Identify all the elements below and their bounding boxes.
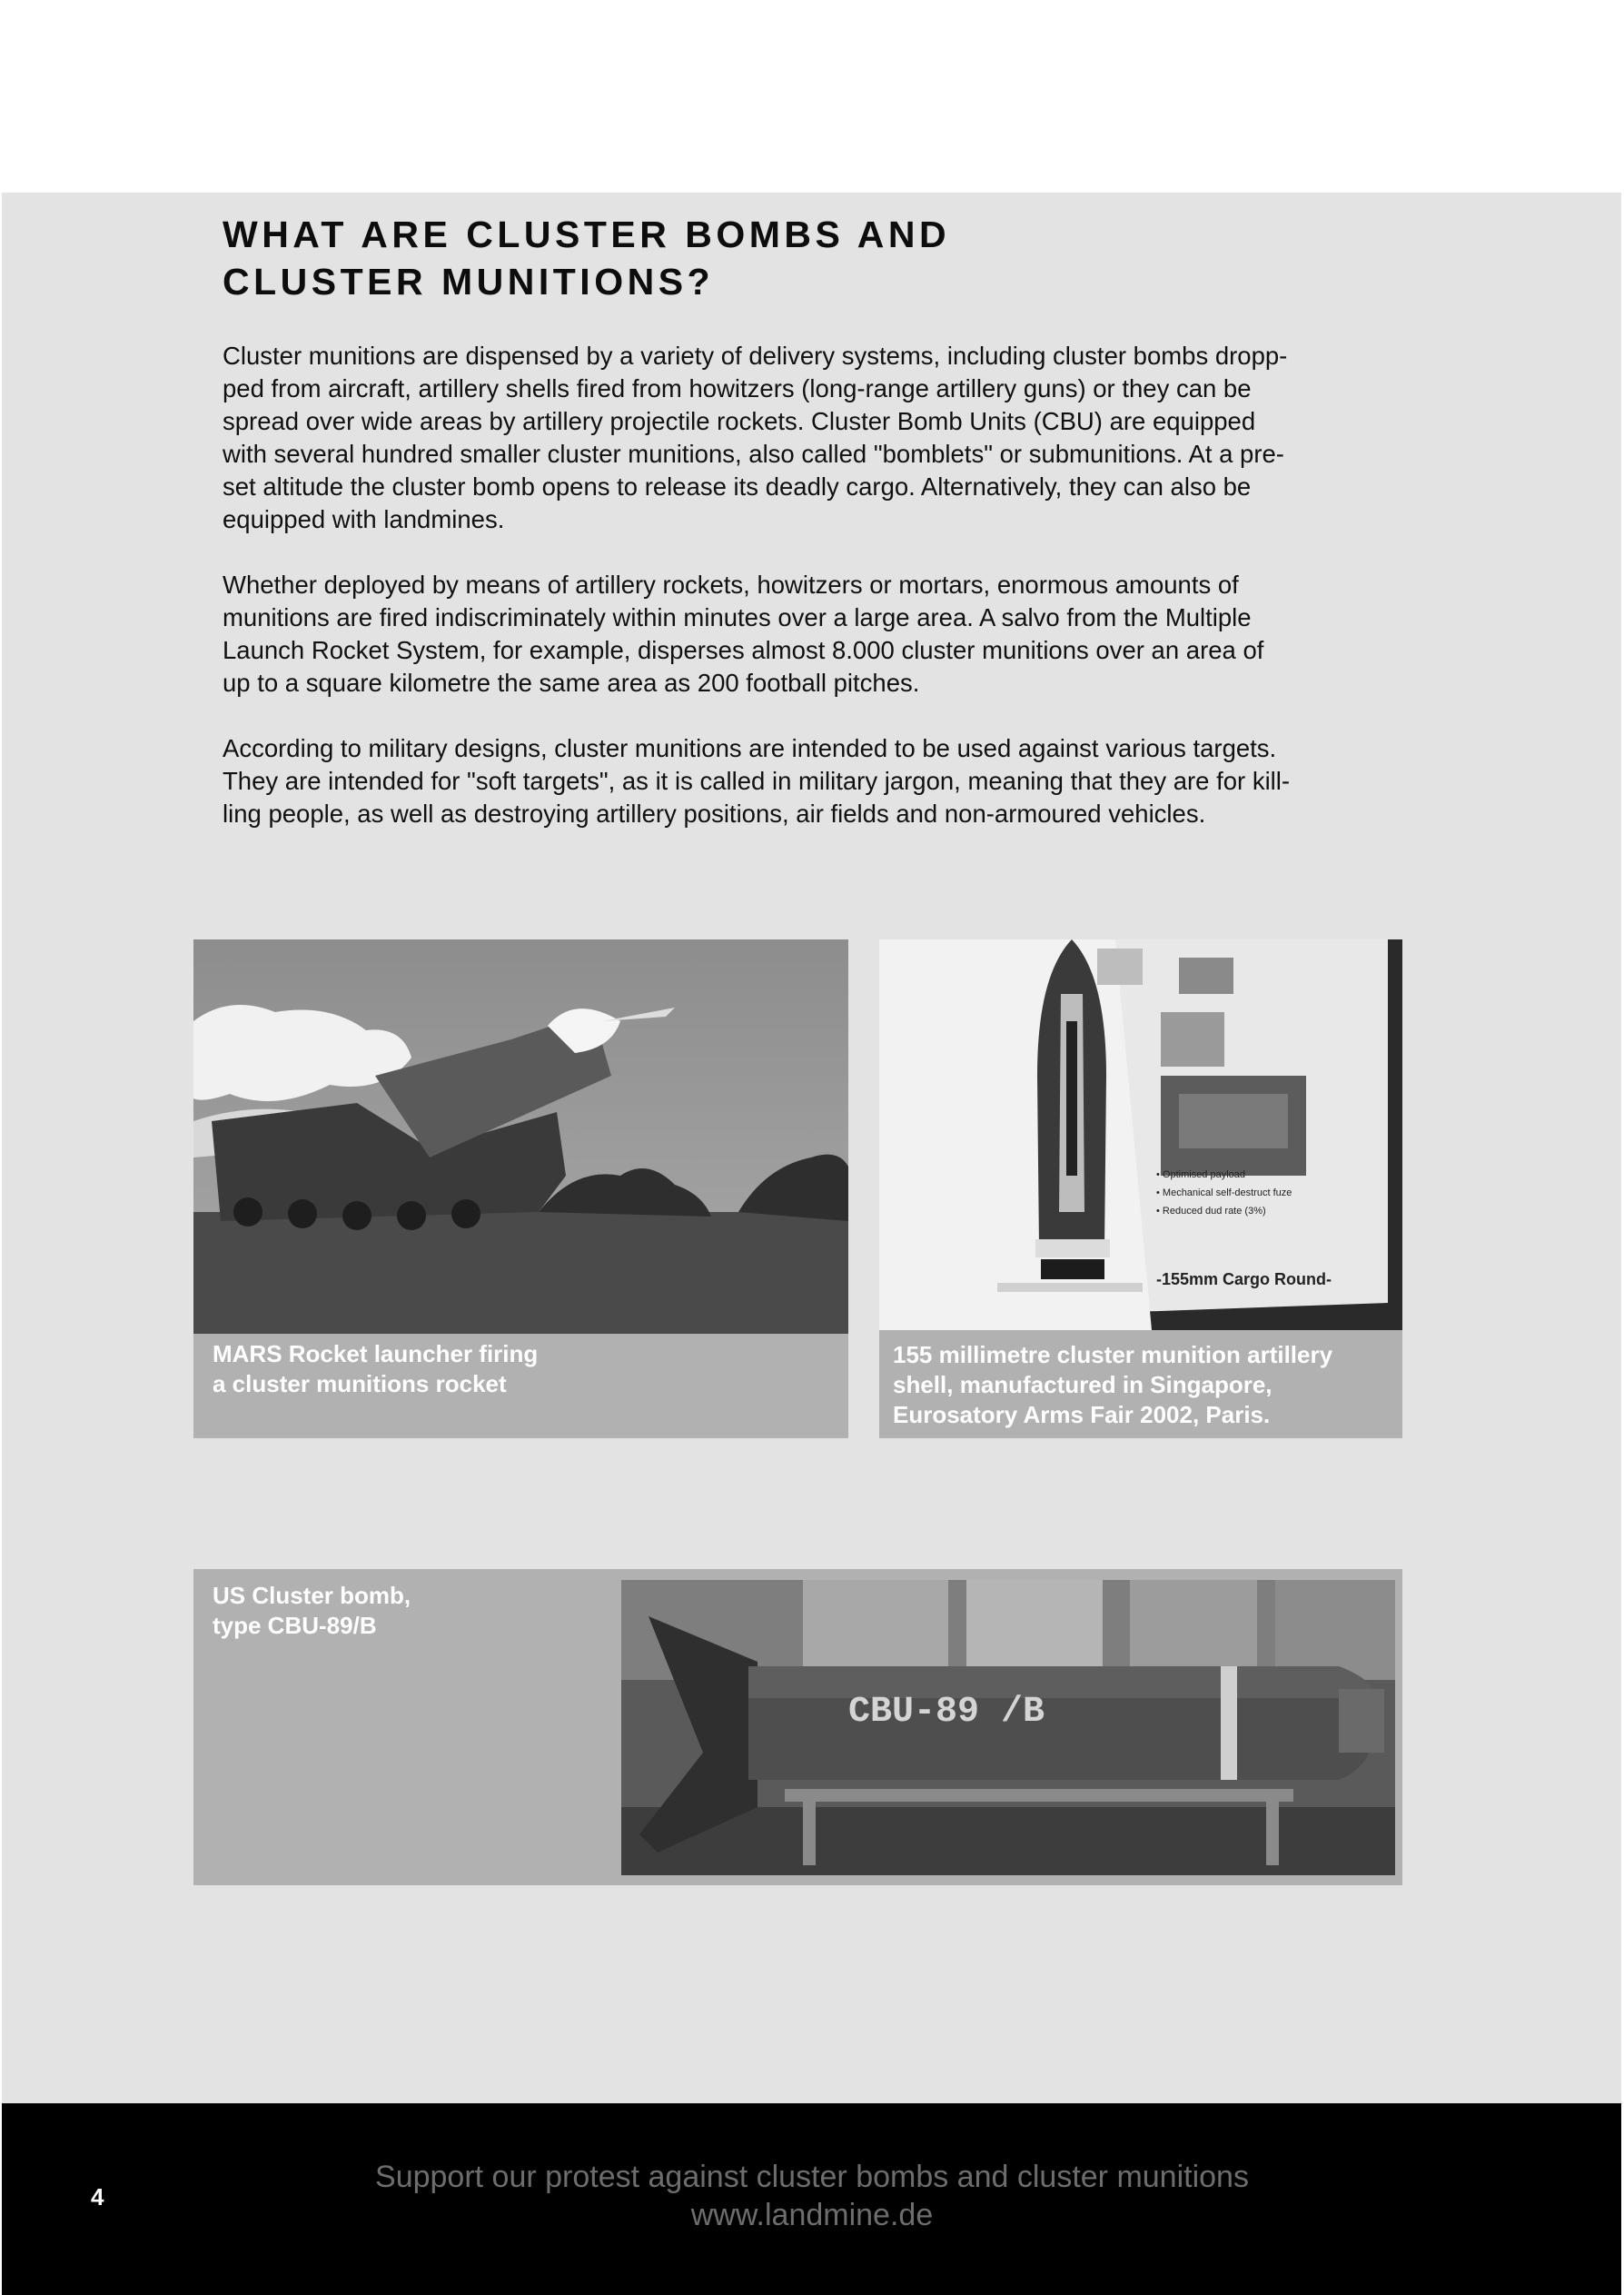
text-line: According to military designs, cluster munitions are intended to be used against various targets. — [223, 734, 1277, 762]
photo-label: -155mm Cargo Round- — [1156, 1270, 1332, 1288]
text-line: with several hundred smaller cluster munitions, also called "bomblets" or submunitions. At a pre- — [223, 440, 1284, 468]
text-line: Whether deployed by means of artillery rockets, howitzers or mortars, enormous amounts of — [223, 571, 1239, 599]
page-heading — [223, 211, 1131, 305]
figure-rocket-launcher — [193, 939, 848, 1438]
figure-caption — [893, 1340, 1332, 1430]
figure-caption — [213, 1581, 411, 1641]
text-line: Cluster munitions are dispensed by a variety of delivery systems, including cluster bombs dropp- — [223, 342, 1288, 370]
heading-line-2: CLUSTER MUNITIONS? — [223, 261, 715, 303]
figure-artillery-shell — [879, 939, 1402, 1438]
photo-bullet: • Optimised payload — [1156, 1169, 1246, 1180]
caption-line: 155 millimetre cluster munition artillery — [893, 1341, 1333, 1368]
footer-message — [0, 2158, 1624, 2234]
caption-line: type CBU-89/B — [213, 1612, 377, 1639]
text-line: Launch Rocket System, for example, disperses almost 8.000 cluster munitions over an area of — [223, 636, 1264, 664]
text-line: set altitude the cluster bomb opens to release its deadly cargo. Alternatively, they can also be — [223, 472, 1252, 501]
text-line: ling people, as well as destroying artillery positions, air fields and non-armoured vehicles. — [223, 800, 1206, 828]
paragraph-delivery-systems — [223, 340, 1403, 536]
caption-line: MARS Rocket launcher firing — [213, 1340, 539, 1367]
photo-bullet: • Reduced dud rate (3%) — [1156, 1206, 1266, 1217]
caption-line: shell, manufactured in Singapore, — [893, 1371, 1272, 1398]
text-line: ped from aircraft, artillery shells fired from howitzers (long-range artillery guns) or they can be — [223, 374, 1252, 402]
caption-line: a cluster munitions rocket — [213, 1370, 507, 1397]
paragraph-targets — [223, 732, 1403, 830]
text-line: equipped with landmines. — [223, 505, 505, 533]
caption-line: US Cluster bomb, — [213, 1582, 411, 1609]
paragraph-deployment — [223, 569, 1403, 700]
text-line: up to a square kilometre the same area as 200 football pitches. — [223, 669, 920, 697]
bomb-stencil: CBU-89 /B — [848, 1692, 1045, 1733]
text-line: spread over wide areas by artillery projectile rockets. Cluster Bomb Units (CBU) are equipped — [223, 407, 1256, 435]
heading-line-1: WHAT ARE CLUSTER BOMBS AND — [223, 214, 951, 255]
figure-cluster-bomb — [193, 1569, 1402, 1885]
text-line: munitions are fired indiscriminately within minutes over a large area. A salvo from the Multiple — [223, 603, 1252, 631]
page-number: 4 — [91, 2183, 104, 2211]
caption-line: Eurosatory Arms Fair 2002, Paris. — [893, 1401, 1271, 1428]
photo-bullet: • Mechanical self-destruct fuze — [1156, 1187, 1292, 1198]
artillery-shell-photo — [879, 939, 1402, 1330]
figure-caption — [213, 1339, 538, 1399]
footer-slogan: Support our protest against cluster bombs and cluster munitions — [375, 2160, 1249, 2194]
cluster-bomb-photo — [621, 1580, 1395, 1875]
footer-url: www.landmine.de — [690, 2198, 934, 2232]
rocket-launcher-photo — [193, 939, 848, 1334]
text-line: They are intended for "soft targets", as it is called in military jargon, meaning that they are for kill- — [223, 767, 1291, 795]
